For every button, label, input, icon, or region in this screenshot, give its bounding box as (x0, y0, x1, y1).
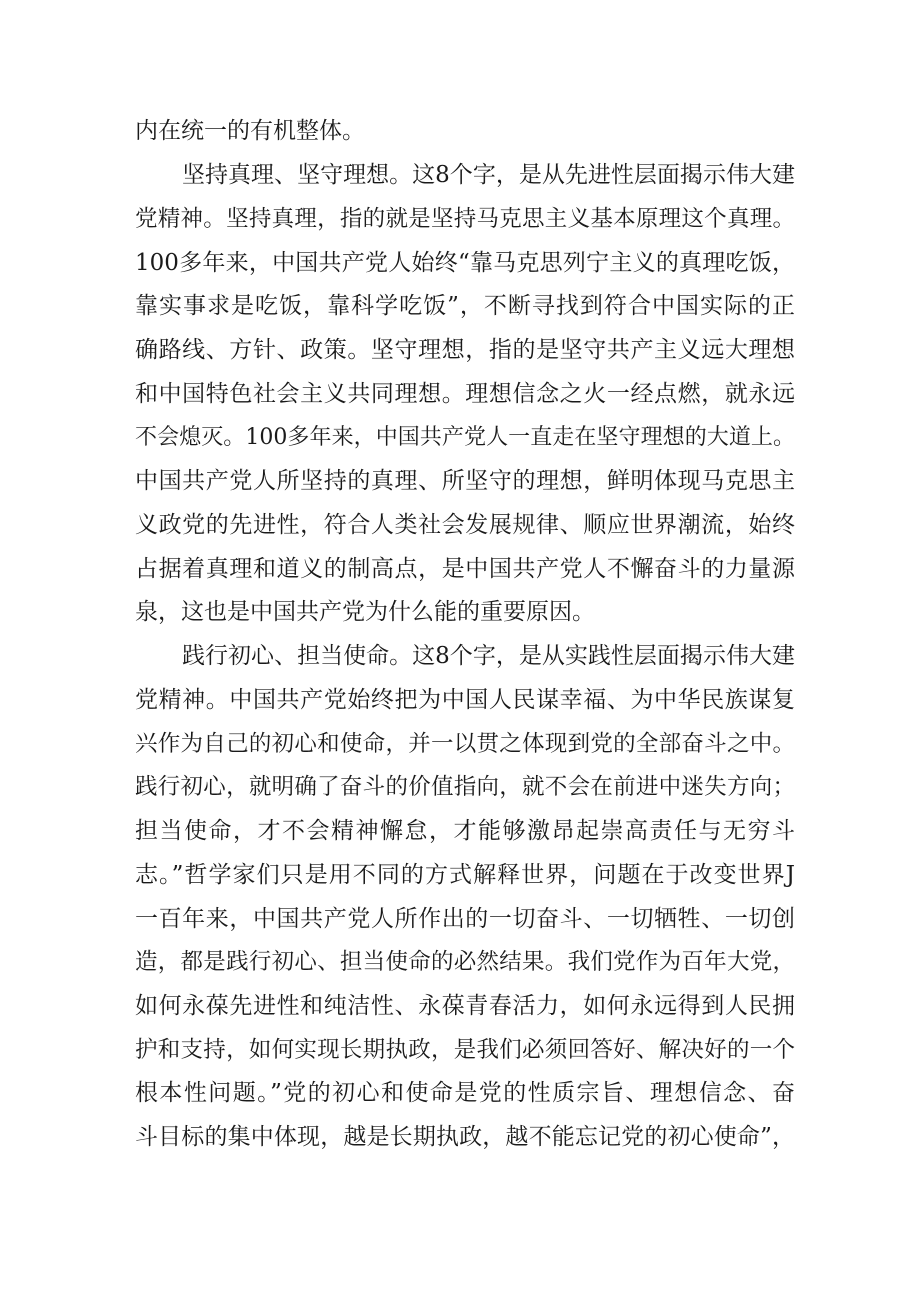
text-line: 党精神。中国共产党始终把为中国人民谋幸福、为中华民族谋复 (135, 687, 795, 713)
text-line: 义政党的先进性，符合人类社会发展规律、顺应世界潮流，始终 (135, 512, 795, 538)
text-line: 确路线、方针、政策。坚守理想，指的是坚守共产主义远大理想 (135, 337, 795, 363)
text-line: 占据着真理和道义的制高点，是中国共产党人不懈奋斗的力量源 (135, 556, 795, 582)
text-line: 造，都是践行初心、担当使命的必然结果。我们党作为百年大党， (135, 949, 795, 975)
text-line: 中国共产党人所坚持的真理、所坚守的理想，鲜明体现马克思主 (135, 468, 795, 494)
text-line: 和中国特色社会主义共同理想。理想信念之火一经点燃，就永远 (135, 381, 795, 407)
text-line: 践行初心，就明确了奋斗的价值指向，就不会在前进中迷失方向； (135, 774, 795, 800)
text-line: 志。”哲学家们只是用不同的方式解释世界，问题在于改变世界J (135, 862, 795, 888)
text-line: 靠实事求是吃饭，靠科学吃饭”，不断寻找到符合中国实际的正 (135, 293, 795, 319)
text-line: 不会熄灭。100多年来，中国共产党人一直走在坚守理想的大道上。 (135, 425, 795, 450)
text-line: 护和支持，如何实现长期执政，是我们必须回答好、解决好的一个 (135, 1037, 795, 1063)
text-line: 一百年来，中国共产党人所作出的一切奋斗、一切牺牲、一切创 (135, 906, 795, 932)
text-line: 根本性问题。”党的初心和使命是党的性质宗旨、理想信念、奋 (135, 1080, 795, 1106)
paragraph-first-line: 践行初心、担当使命。这8个字，是从实践性层面揭示伟大建 (182, 643, 795, 669)
text-line: 党精神。坚持真理，指的就是坚持马克思主义基本原理这个真理。 (135, 206, 795, 232)
paragraph-first-line: 坚持真理、坚守理想。这8个字，是从先进性层面揭示伟大建 (182, 162, 795, 188)
text-line: 100多年来，中国共产党人始终“靠马克思列宁主义的真理吃饭， (135, 250, 795, 276)
text-line: 担当使命，才不会精神懈怠，才能够激昂起崇高责任与无穷斗 (135, 818, 795, 844)
text-line: 泉，这也是中国共产党为什么能的重要原因。 (135, 599, 595, 625)
text-line: 兴作为自己的初心和使命，并一以贯之体现到党的全部奋斗之中。 (135, 731, 795, 757)
text-line: 斗目标的集中体现，越是长期执政，越不能忘记党的初心使命”， (135, 1124, 795, 1150)
text-line: 如何永葆先进性和纯洁性、永葆青春活力，如何永远得到人民拥 (135, 993, 795, 1019)
text-line: 内在统一的有机整体。 (135, 118, 365, 144)
